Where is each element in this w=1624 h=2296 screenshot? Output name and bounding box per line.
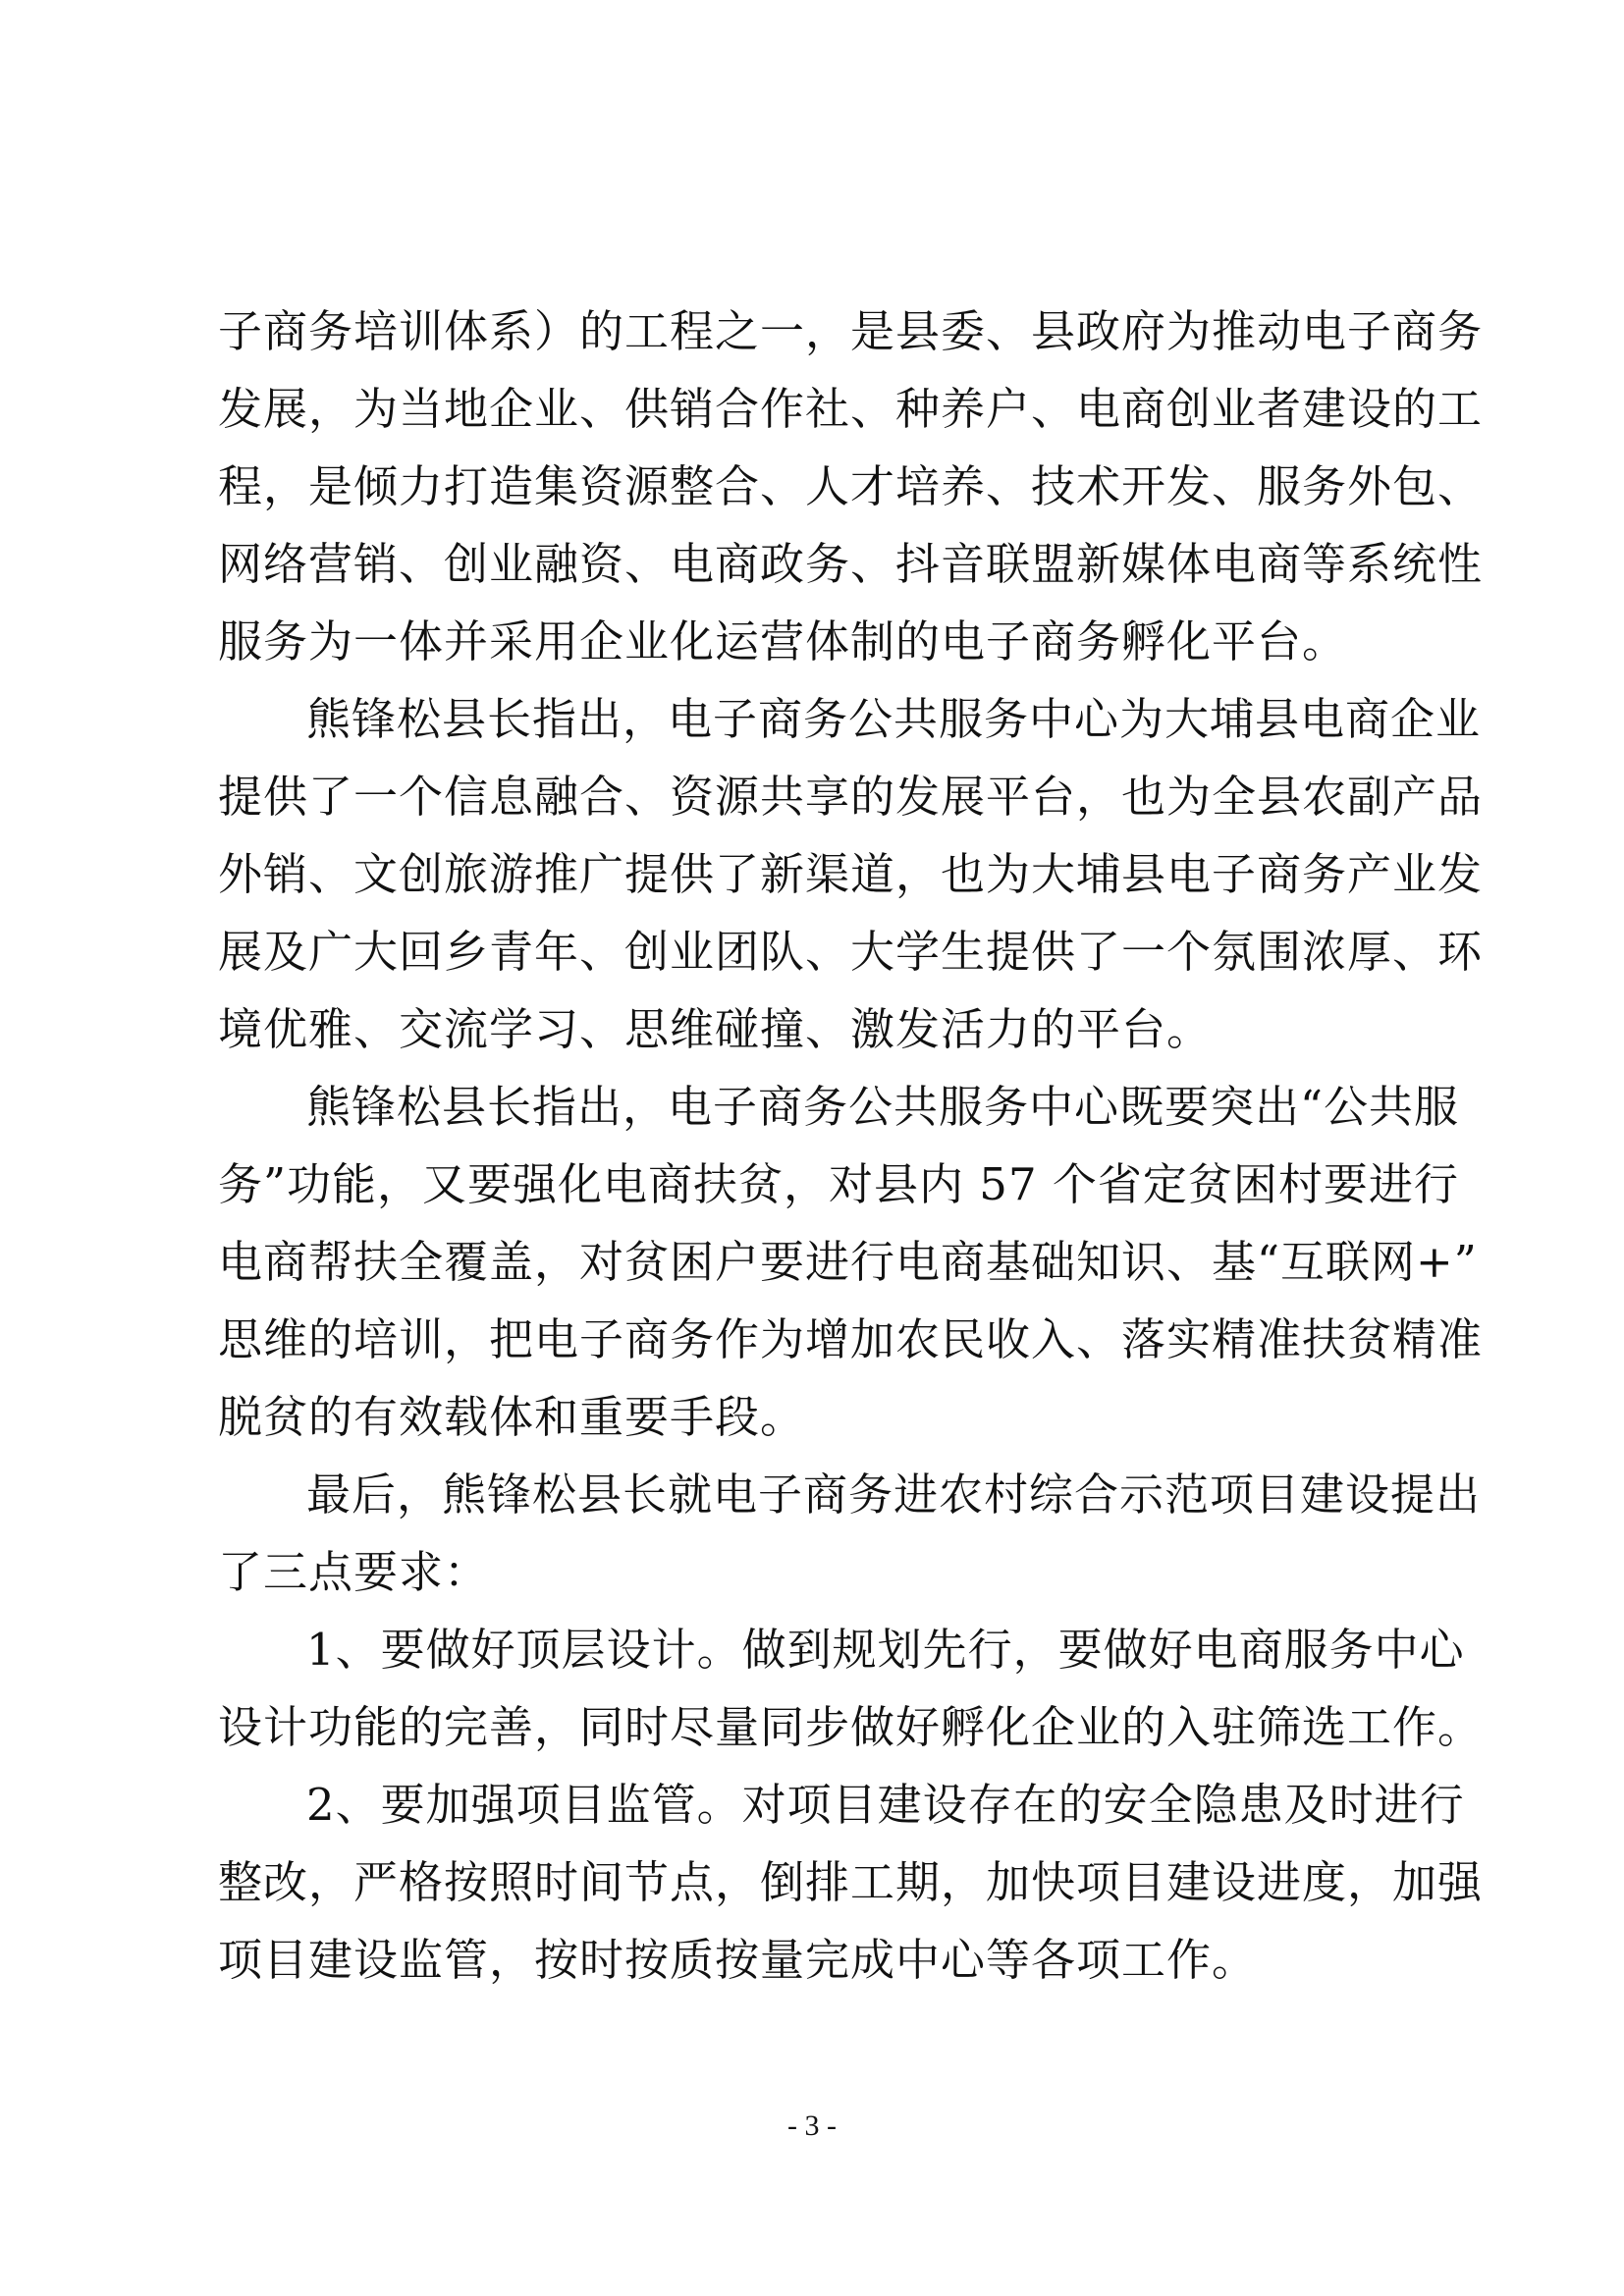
body-text xyxy=(218,293,1484,1999)
text-line: 了三点要求： xyxy=(218,1546,490,1598)
text-line: 熊锋松县长指出，电子商务公共服务中心为大埔县电商企业 xyxy=(306,693,1482,745)
text-line: 境优雅、交流学习、思维碰撞、激发活力的平台。 xyxy=(218,1003,1213,1055)
text-line: 熊锋松县长指出，电子商务公共服务中心既要突出“公共服 xyxy=(306,1081,1460,1133)
text-line: 整改，严格按照时间节点，倒排工期，加快项目建设进度，加强 xyxy=(218,1856,1484,1908)
paragraph-4 xyxy=(218,1456,1482,1611)
text-line: 最后，熊锋松县长就电子商务进农村综合示范项目建设提出 xyxy=(306,1468,1482,1521)
text-line: 电商帮扶全覆盖，对贫困户要进行电商基础知识、基“互联网+” xyxy=(218,1236,1478,1288)
text-line: 网络营销、创业融资、电商政务、抖音联盟新媒体电商等系统性 xyxy=(218,538,1484,590)
paragraph-6 xyxy=(218,1766,1484,1999)
text-line: 设计功能的完善，同时尽量同步做好孵化企业的入驻筛选工作。 xyxy=(218,1701,1484,1753)
text-line: 外销、文创旅游推广提供了新渠道，也为大埔县电子商务产业发 xyxy=(218,848,1484,900)
text-line: 服务为一体并采用企业化运营体制的电子商务孵化平台。 xyxy=(218,615,1348,667)
paragraph-2 xyxy=(218,680,1484,1068)
page-number: - 3 - xyxy=(787,2109,837,2142)
text-line: 脱贫的有效载体和重要手段。 xyxy=(218,1391,806,1443)
text-line: 子商务培训体系）的工程之一，是县委、县政府为推动电子商务 xyxy=(218,305,1484,357)
paragraph-3 xyxy=(218,1068,1484,1456)
paragraph-5 xyxy=(218,1611,1484,1766)
text-line: 项目建设监管，按时按质按量完成中心等各项工作。 xyxy=(218,1934,1258,1986)
text-line: 1、要做好顶层设计。做到规划先行，要做好电商服务中心 xyxy=(306,1624,1465,1676)
text-line: 思维的培训，把电子商务作为增加农民收入、落实精准扶贫精准 xyxy=(218,1313,1484,1365)
text-line: 程，是倾力打造集资源整合、人才培养、技术开发、服务外包、 xyxy=(218,460,1484,512)
text-line: 2、要加强项目监管。对项目建设存在的安全隐患及时进行 xyxy=(306,1779,1465,1831)
text-line: 发展，为当地企业、供销合作社、种养户、电商创业者建设的工 xyxy=(218,383,1484,435)
text-line: 提供了一个信息融合、资源共享的发展平台，也为全县农副产品 xyxy=(218,771,1484,823)
text-line: 务”功能，又要强化电商扶贫，对县内 57 个省定贫困村要进行 xyxy=(218,1158,1459,1210)
paragraph-1 xyxy=(218,293,1484,680)
text-line: 展及广大回乡青年、创业团队、大学生提供了一个氛围浓厚、环 xyxy=(218,926,1484,978)
